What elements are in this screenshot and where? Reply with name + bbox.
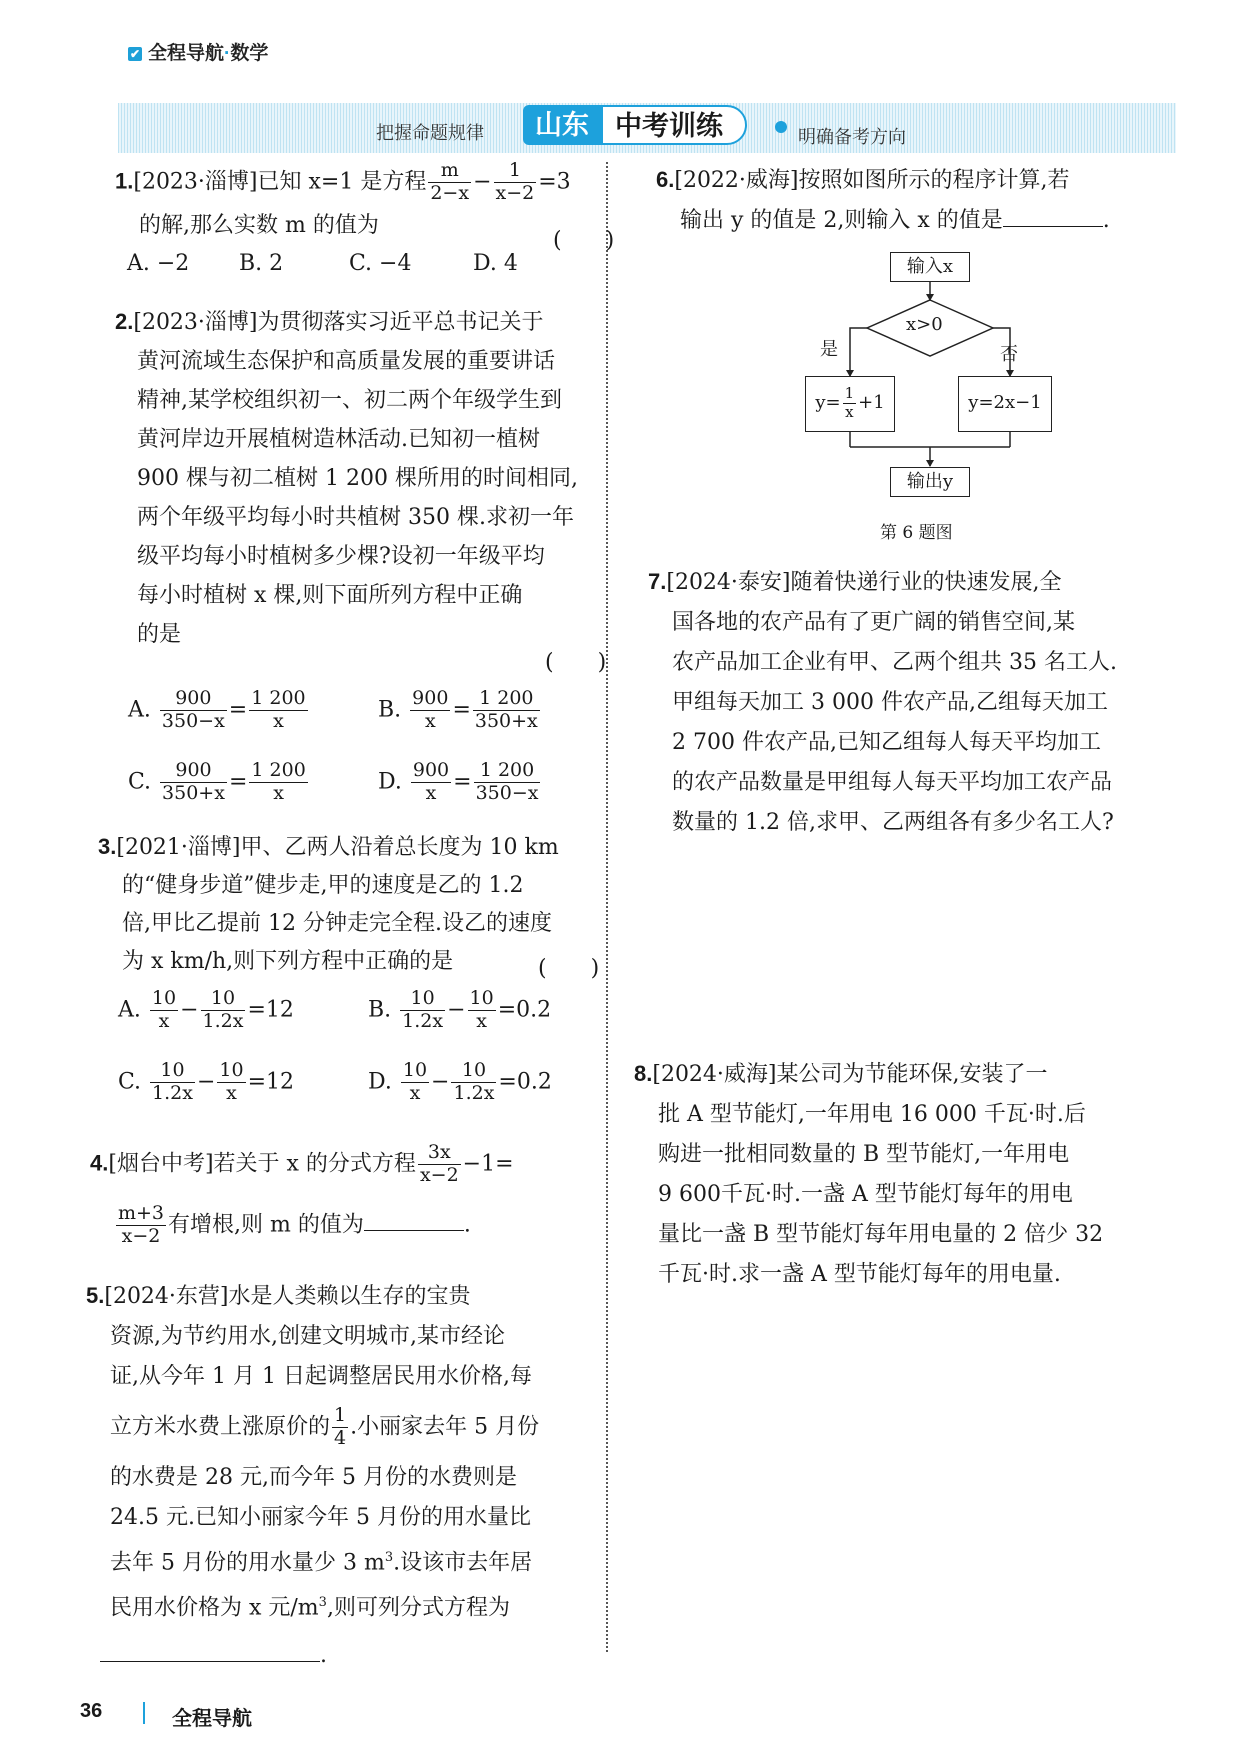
fraction: $\frac{m+3}{x-2}$ bbox=[118, 1201, 165, 1247]
option-d: D. $\frac{900}{x}$ = $\frac{1 200}{350-x}$ bbox=[378, 759, 539, 804]
flowchart-condition: x>0 bbox=[906, 314, 943, 335]
question-1: 1.[2023·淄博]已知 x=1 是方程 $\frac{m}{2-x}$ − $\frac{1}{x-2}$ =3 的解,那么实数 m 的值为 A. −2 B. 2 C. −4 D. 4 bbox=[115, 160, 635, 283]
answer-blank[interactable] bbox=[364, 1230, 464, 1231]
question-source: [2022·威海] bbox=[674, 168, 799, 193]
footer-divider bbox=[143, 1702, 145, 1724]
section-banner bbox=[118, 103, 1176, 153]
answer-blank[interactable] bbox=[1003, 226, 1103, 227]
footer-brand: 全程导航 bbox=[172, 1708, 252, 1730]
question-3-options bbox=[118, 988, 628, 1105]
flowchart-left-formula: y= $\frac{1}{x}$ +1 bbox=[805, 376, 895, 432]
question-number: 8. bbox=[634, 1061, 653, 1086]
option-b: B. $\frac{10}{1.2x}$ − $\frac{10}{x}$ =0.2 bbox=[368, 987, 552, 1032]
question-number: 7. bbox=[648, 569, 667, 594]
question-source: [2023·淄博] bbox=[133, 169, 258, 195]
option-d: D. 4 bbox=[473, 250, 518, 276]
question-source: [2024·威海] bbox=[652, 1062, 777, 1087]
question-8: 8.[2024·威海]某公司为节能环保,安装了一 批 A 型节能灯,一年用电 16 000 千瓦·时.后 购进一批相同数量的 B 型节能灯,一年用电 9 600千瓦·时.一盏 A 型节能灯每年的用电 量比一盏 B 型节能灯每年用电量的 2 倍少 32 千瓦·时.求一盏 A 型节能灯每年的用电量. bbox=[634, 1061, 1104, 1287]
question-3: 3.[2021·淄博]甲、乙两人沿着总长度为 10 km 的“健身步道”健步走,甲的速度是乙的 1.2 倍,甲比乙提前 12 分钟走完全程.设乙的速度 为 x km/h,则下列方程中正确的是 bbox=[98, 834, 559, 974]
option-a: A. −2 bbox=[127, 250, 190, 276]
option-c: C. $\frac{10}{1.2x}$ − $\frac{10}{x}$ =12 bbox=[118, 1059, 295, 1104]
question-number: 4. bbox=[90, 1150, 109, 1176]
question-number: 1. bbox=[115, 168, 134, 194]
option-b: B. 2 bbox=[239, 250, 284, 276]
flowchart-yes-label: 是 bbox=[820, 339, 838, 360]
question-source: [烟台中考] bbox=[108, 1151, 214, 1177]
check-icon: ✔ bbox=[129, 47, 141, 61]
flowchart-no-label: 否 bbox=[1000, 344, 1018, 365]
option-c: C. −4 bbox=[349, 250, 412, 276]
banner-section-title: 中考训练 bbox=[601, 105, 747, 145]
question-text: 的解,那么实数 m 的值为 bbox=[139, 212, 379, 238]
question-6: 6.[2022·威海]按照如图所示的程序计算,若 输出 y 的值是 2,则输入 x 的值是 . bbox=[656, 167, 1110, 233]
header-dot: · bbox=[224, 43, 231, 64]
page-number: 36 bbox=[80, 1700, 103, 1722]
question-4: 4.[烟台中考]若关于 x 的分式方程 $\frac{3x}{x-2}$ −1= $\frac{m+3}{x-2}$ 有增根,则 m 的值为 . bbox=[90, 1141, 514, 1247]
option-a: A. $\frac{10}{x}$ − $\frac{10}{1.2x}$ =12 bbox=[118, 987, 294, 1032]
flowchart-output-box: 输出y bbox=[890, 467, 970, 497]
option-c: C. $\frac{900}{350+x}$ = $\frac{1 200}{x}$ bbox=[128, 759, 306, 804]
fraction: $\frac{1}{4}$ bbox=[334, 1404, 347, 1449]
figure-caption: 第 6 题图 bbox=[880, 523, 953, 543]
subject-name: 数学 bbox=[230, 43, 269, 64]
fraction: $\frac{3x}{x-2}$ bbox=[419, 1141, 459, 1186]
page-header bbox=[128, 38, 268, 65]
question-number: 6. bbox=[656, 167, 675, 192]
banner-dot-icon bbox=[775, 121, 787, 133]
question-number: 2. bbox=[115, 309, 134, 334]
question-source: [2021·淄博] bbox=[116, 835, 241, 860]
flowchart-input-box: 输入x bbox=[890, 252, 970, 282]
question-2-options bbox=[128, 688, 628, 805]
question-2: 2.[2023·淄博]为贯彻落实习近平总书记关于 黄河流域生态保护和高质量发展的重要讲话 精神,某学校组织初一、初二两个年级学生到 黄河岸边开展植树造林活动.已知初一植树 900 棵与初二植树 1 200 棵所用的时间相同, 两个年级平均每小时共植树 350 棵.求初一年 级平均每小时植树多少棵?设初一年级平均 每小时植树 x 棵,则下面所列方程中正确 的是 bbox=[115, 309, 578, 647]
answer-blank[interactable] bbox=[100, 1661, 320, 1662]
fraction: $\frac{1}{x-2}$ bbox=[495, 159, 535, 204]
banner-right-slogan: 明确备考方向 bbox=[798, 127, 906, 147]
answer-paren: ( ) bbox=[538, 956, 600, 981]
question-source: [2024·泰安] bbox=[666, 570, 791, 595]
question-number: 3. bbox=[98, 834, 117, 859]
fraction: $\frac{m}{2-x}$ bbox=[430, 159, 470, 204]
question-5: 5.[2024·东营]水是人类赖以生存的宝贵 资源,为节约用水,创建文明城市,某市经论 证,从今年 1 月 1 日起调整居民用水价格,每 立方米水费上涨原价的 $\frac{1}{4}$ .小丽家去年 5 月份 的水费是 28 元,而今年 5 月份的水费则是 24.5 元.已知小丽家今年 5 月份的用水量比 去年 5 月份的用水量少 3 $m^3$.设该市去年居 民用水价格为 x 元$/m^3$,则可列分式方程为 . bbox=[86, 1283, 540, 1669]
question-number: 5. bbox=[86, 1283, 105, 1308]
brand-name: 全程导航 bbox=[148, 43, 225, 64]
option-d: D. $\frac{10}{x}$ − $\frac{10}{1.2x}$ =0.2 bbox=[368, 1059, 552, 1104]
banner-left-slogan: 把握命题规律 bbox=[376, 123, 484, 143]
question-7: 7.[2024·泰安]随着快递行业的快速发展,全 国各地的农产品有了更广阔的销售空间,某 农产品加工企业有甲、乙两个组共 35 名工人. 甲组每天加工 3 000 件农产品,乙组每天加工 2 700 件农产品,已知乙组每人每天平均加工 的农产品数量是甲组每人每天平均加工农产品 数量的 1.2 倍,求甲、乙两组各有多少名工人? bbox=[648, 569, 1117, 835]
answer-paren: ( ) bbox=[553, 228, 615, 253]
answer-paren: ( ) bbox=[545, 650, 607, 675]
question-text: 已知 x=1 是方程 bbox=[257, 169, 427, 195]
option-b: B. $\frac{900}{x}$ = $\frac{1 200}{350+x}$ bbox=[378, 687, 538, 732]
banner-region: 山东 bbox=[523, 105, 601, 145]
question-source: [2023·淄博] bbox=[133, 310, 258, 335]
flowchart-right-formula: y=2x−1 bbox=[958, 376, 1052, 432]
question-source: [2024·东营] bbox=[104, 1284, 229, 1309]
option-a: A. $\frac{900}{350-x}$ = $\frac{1 200}{x}$ bbox=[128, 687, 306, 732]
banner-title bbox=[523, 105, 747, 145]
